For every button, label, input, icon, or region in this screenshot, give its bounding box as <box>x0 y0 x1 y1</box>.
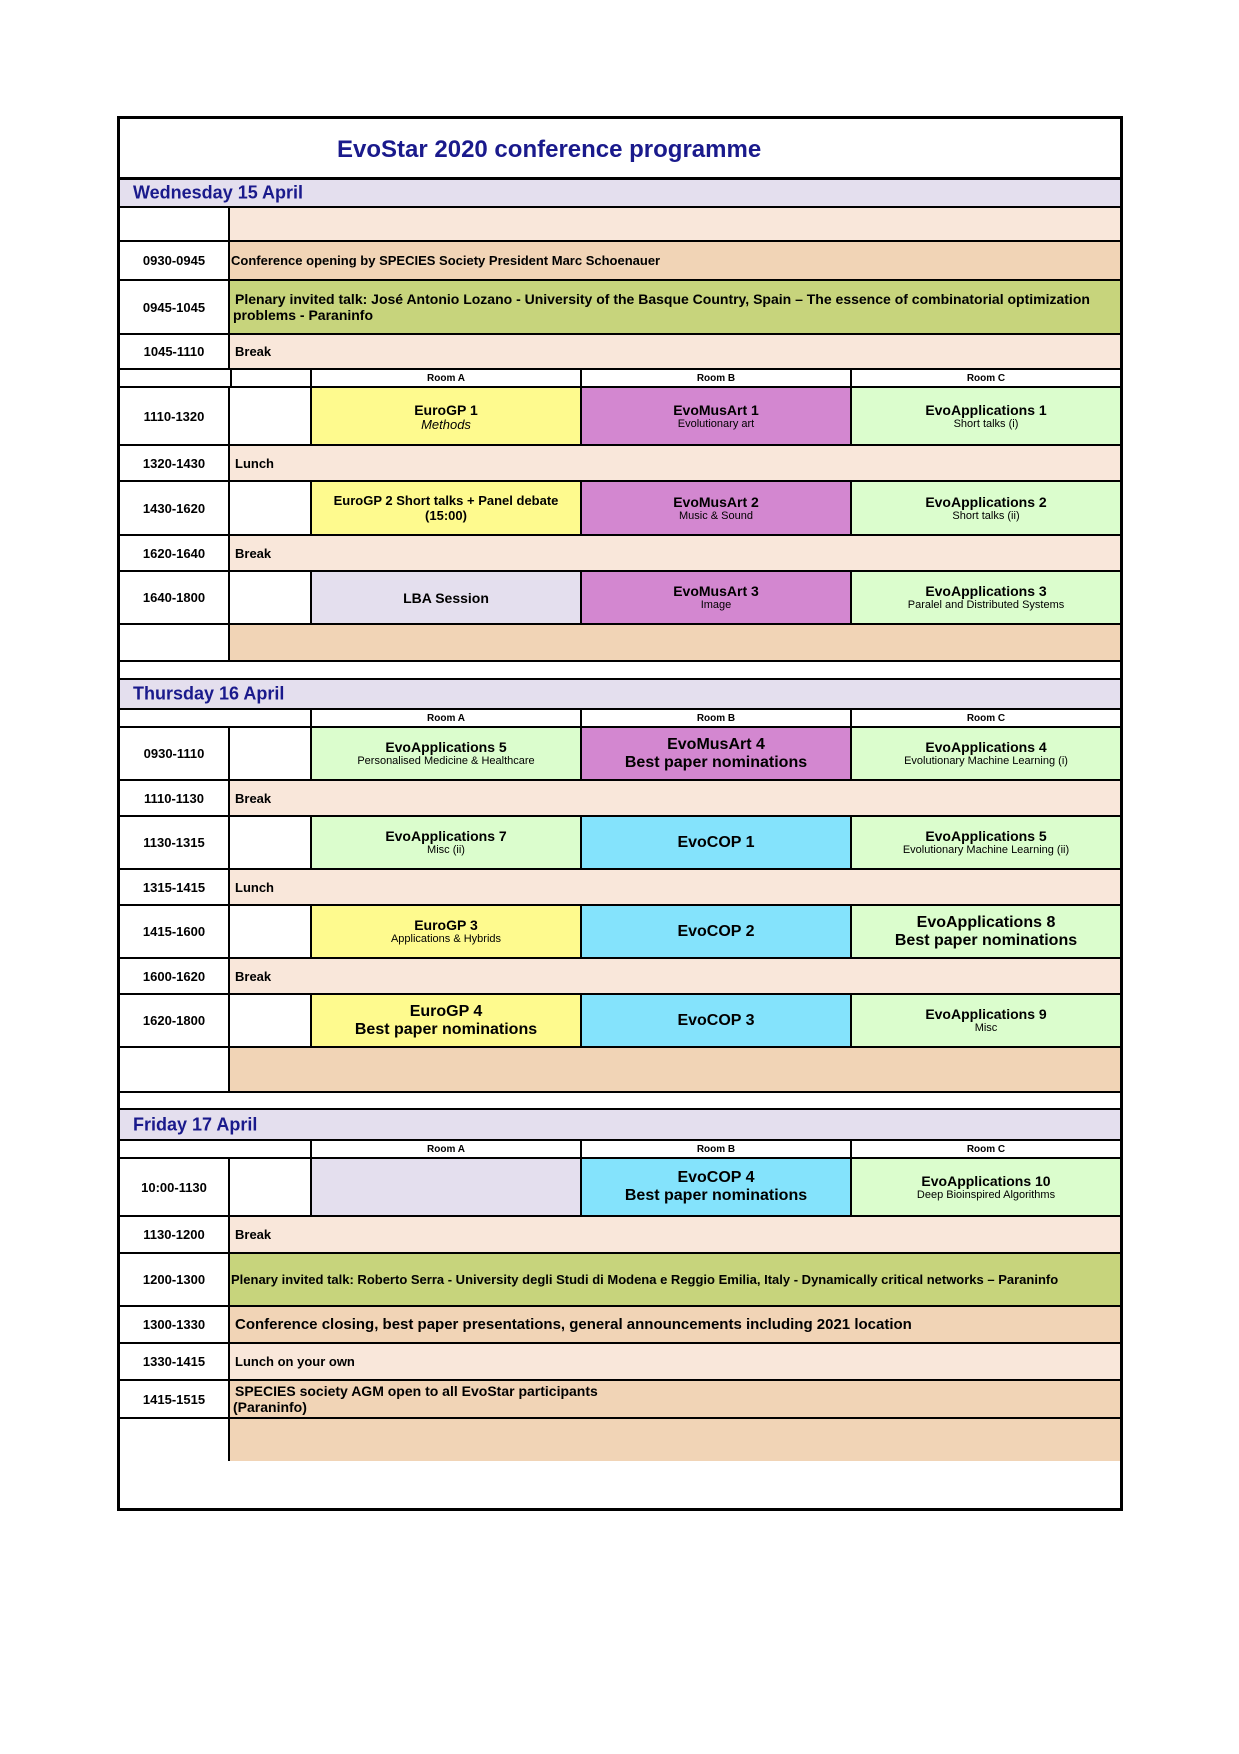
time-cell: 1045-1110 <box>120 335 230 368</box>
break-event: Break <box>230 335 1120 368</box>
schedule-row <box>120 870 1120 906</box>
blank-cell <box>230 817 312 868</box>
time-cell: 1110-1320 <box>120 388 230 444</box>
title-bar <box>120 119 1120 180</box>
schedule-row <box>120 781 1120 817</box>
time-cell: 1620-1640 <box>120 536 230 570</box>
session-cell <box>852 995 1120 1046</box>
time-cell: 1300-1330 <box>120 1307 230 1342</box>
session-row <box>120 572 1120 625</box>
session-subtitle: Misc (ii) <box>427 844 465 856</box>
session-cell <box>852 388 1120 444</box>
break-event: Break <box>230 536 1120 570</box>
time-cell: 1415-1600 <box>120 906 230 957</box>
closing-event: Conference closing, best paper presentations, general announcements including 2021 location <box>230 1307 1120 1342</box>
session-row <box>120 906 1120 959</box>
spacer-cell <box>230 625 1120 660</box>
time-cell: 1620-1800 <box>120 995 230 1046</box>
session-subtitle: Methods <box>421 416 471 432</box>
session-row <box>120 388 1120 446</box>
time-cell: 1110-1130 <box>120 781 230 815</box>
session-title: EvoApplications 7 <box>385 828 507 844</box>
session-row <box>120 817 1120 870</box>
time-cell <box>120 1419 230 1461</box>
schedule-row <box>120 335 1120 370</box>
spacer-row <box>120 208 1120 242</box>
time-cell: 1415-1515 <box>120 1381 230 1417</box>
time-cell: 1600-1620 <box>120 959 230 993</box>
session-cell <box>312 995 582 1046</box>
room-a-label: Room A <box>312 370 582 386</box>
page-title: EvoStar 2020 conference programme <box>337 136 762 163</box>
session-cell <box>312 728 582 779</box>
schedule-row <box>120 536 1120 572</box>
time-cell: 1315-1415 <box>120 870 230 904</box>
plenary-line: Plenary invited talk: José Antonio Lozano - University of the Basque Country, Spain – The essence of combinatorial optimization <box>235 291 1090 307</box>
schedule-row <box>120 959 1120 995</box>
room-header-row <box>120 1141 1120 1159</box>
time-cell <box>120 1048 230 1091</box>
time-cell <box>120 710 230 726</box>
session-title: LBA Session <box>403 589 489 606</box>
session-cell <box>312 906 582 957</box>
time-cell: 0945-1045 <box>120 281 230 333</box>
session-cell <box>582 995 852 1046</box>
session-cell <box>582 906 852 957</box>
spacer-cell <box>230 1048 1120 1091</box>
blank-cell <box>230 728 312 779</box>
session-title: EuroGP 4 <box>409 1002 483 1020</box>
session-subtitle: Evolutionary Machine Learning (i) <box>904 755 1068 767</box>
session-title: EvoApplications 3 <box>925 583 1047 599</box>
schedule-row <box>120 1307 1120 1344</box>
day-header-friday <box>120 1110 1120 1141</box>
session-cell <box>312 388 582 444</box>
agm-line: (Paraninfo) <box>233 1399 307 1415</box>
blank-cell <box>230 388 312 444</box>
session-title: EvoMusArt 4 <box>667 735 765 753</box>
session-cell <box>582 482 852 534</box>
session-subtitle: Best paper nominations <box>624 753 808 771</box>
session-cell <box>852 572 1120 623</box>
room-header-row <box>120 710 1120 728</box>
time-cell: 1330-1415 <box>120 1344 230 1379</box>
session-title: EuroGP 1 <box>414 401 478 418</box>
room-c-label: Room C <box>966 372 1006 384</box>
spacer-row <box>120 1048 1120 1093</box>
session-subtitle: Applications & Hybrids <box>390 933 502 945</box>
blank-cell <box>230 370 312 386</box>
break-event: Break <box>230 959 1120 993</box>
schedule-row <box>120 1254 1120 1307</box>
session-row <box>120 482 1120 536</box>
room-c-label: Room C <box>966 712 1006 724</box>
day-header-wednesday <box>120 180 1120 208</box>
blank-cell <box>230 1141 312 1157</box>
session-cell <box>312 1159 582 1215</box>
blank-cell <box>230 995 312 1046</box>
session-title: EvoApplications 9 <box>925 1006 1047 1022</box>
session-subtitle: Deep Bioinspired Algorithms <box>916 1188 1056 1201</box>
spacer-row <box>120 1419 1120 1461</box>
session-subtitle: Misc <box>974 1022 998 1034</box>
time-cell <box>120 625 230 660</box>
session-title: EvoApplications 4 <box>925 739 1047 755</box>
time-cell: 1130-1200 <box>120 1217 230 1252</box>
room-a-label: Room A <box>312 1141 582 1157</box>
session-title: EvoMusArt 2 <box>673 493 759 510</box>
session-subtitle: Best paper nominations <box>894 931 1078 949</box>
time-cell: 1430-1620 <box>120 482 230 534</box>
session-title: EvoMusArt 1 <box>673 401 759 418</box>
session-title: EvoCOP 1 <box>677 833 755 851</box>
day-title: Wednesday 15 April <box>133 182 304 203</box>
session-title: EvoApplications 5 <box>925 828 1047 844</box>
gap-row <box>120 662 1120 680</box>
session-subtitle: Short talks (i) <box>953 417 1019 430</box>
programme-table <box>117 116 1123 1511</box>
schedule-row <box>120 281 1120 335</box>
blank-cell <box>230 482 312 534</box>
session-title: EvoApplications 5 <box>385 739 507 755</box>
room-c-label: Room C <box>966 1143 1006 1155</box>
session-title: EvoApplications 2 <box>925 493 1047 510</box>
time-cell: 1130-1315 <box>120 817 230 868</box>
session-row <box>120 1159 1120 1217</box>
session-subtitle: Best paper nominations <box>354 1020 538 1038</box>
session-subtitle: Paralel and Distributed Systems <box>907 599 1065 611</box>
break-event: Break <box>230 781 1120 815</box>
schedule-row <box>120 1344 1120 1381</box>
lunch-event: Lunch <box>230 446 1120 480</box>
session-subtitle: Evolutionary Machine Learning (ii) <box>902 844 1070 856</box>
session-title: EvoCOP 3 <box>677 1011 755 1029</box>
opening-event: Conference opening by SPECIES Society President Marc Schoenauer <box>230 242 1120 279</box>
session-title: EvoMusArt 3 <box>673 583 759 599</box>
session-title: EvoApplications 1 <box>925 401 1047 418</box>
session-cell <box>582 817 852 868</box>
plenary-event <box>230 281 1120 333</box>
schedule-row <box>120 1217 1120 1254</box>
lunch-event: Lunch on your own <box>230 1344 1120 1379</box>
time-cell: 10:00-1130 <box>120 1159 230 1215</box>
break-event: Break <box>230 1217 1120 1252</box>
session-title: EuroGP 3 <box>414 917 478 933</box>
session-cell <box>852 728 1120 779</box>
spacer-cell <box>230 208 1120 240</box>
time-cell: 1200-1300 <box>120 1254 230 1305</box>
session-cell <box>852 817 1120 868</box>
day-title: Friday 17 April <box>133 1114 258 1134</box>
time-cell: 0930-1110 <box>120 728 230 779</box>
session-subtitle: Evolutionary art <box>677 417 755 430</box>
time-cell: 0930-0945 <box>120 242 230 279</box>
blank-cell <box>230 572 312 623</box>
session-cell <box>582 572 852 623</box>
lunch-event: Lunch <box>230 870 1120 904</box>
blank-cell <box>230 1159 312 1215</box>
session-cell <box>312 817 582 868</box>
session-subtitle: (15:00) <box>425 508 467 523</box>
spacer-cell <box>230 1419 1120 1461</box>
time-cell <box>120 1141 230 1157</box>
plenary-line: problems - Paraninfo <box>233 307 374 323</box>
day-header-thursday <box>120 680 1120 710</box>
session-subtitle: Short talks (ii) <box>952 509 1020 522</box>
blank-cell <box>230 906 312 957</box>
schedule-row <box>120 446 1120 482</box>
time-cell <box>120 208 230 240</box>
session-subtitle: Best paper nominations <box>624 1187 808 1204</box>
session-title: EvoApplications 8 <box>916 913 1056 931</box>
day-title: Thursday 16 April <box>133 683 285 704</box>
agm-line: SPECIES society AGM open to all EvoStar participants <box>235 1383 598 1399</box>
session-subtitle: Image <box>700 599 732 611</box>
session-cell <box>312 482 582 534</box>
session-subtitle: Music & Sound <box>679 509 753 522</box>
session-cell <box>852 482 1120 534</box>
time-cell: 1320-1430 <box>120 446 230 480</box>
spacer-row <box>120 625 1120 662</box>
room-b-label: Room B <box>582 370 852 386</box>
session-row <box>120 995 1120 1048</box>
agm-event <box>230 1381 1120 1417</box>
session-cell <box>852 906 1120 957</box>
time-cell <box>120 370 230 386</box>
session-cell <box>852 1159 1120 1215</box>
room-b-label: Room B <box>582 1141 852 1157</box>
session-title: EuroGP 2 Short talks + Panel debate <box>333 493 559 508</box>
room-a-label: Room A <box>312 710 582 726</box>
session-cell <box>582 1159 852 1215</box>
session-title: EvoApplications 10 <box>921 1172 1051 1189</box>
plenary-event: Plenary invited talk: Roberto Serra - University degli Studi di Modena e Reggio Emilia, Italy - Dynamically critical networks – Paraninfo <box>230 1254 1120 1305</box>
schedule-row <box>120 242 1120 281</box>
session-title: EvoCOP 4 <box>677 1169 755 1186</box>
session-title: EvoCOP 2 <box>677 922 755 940</box>
session-row <box>120 728 1120 781</box>
session-cell <box>582 728 852 779</box>
room-header-row <box>120 370 1120 388</box>
session-cell <box>312 572 582 623</box>
session-cell <box>582 388 852 444</box>
room-b-label: Room B <box>582 710 852 726</box>
time-cell: 1640-1800 <box>120 572 230 623</box>
blank-cell <box>230 710 312 726</box>
session-subtitle: Personalised Medicine & Healthcare <box>357 755 535 767</box>
gap-row <box>120 1093 1120 1110</box>
schedule-row <box>120 1381 1120 1419</box>
